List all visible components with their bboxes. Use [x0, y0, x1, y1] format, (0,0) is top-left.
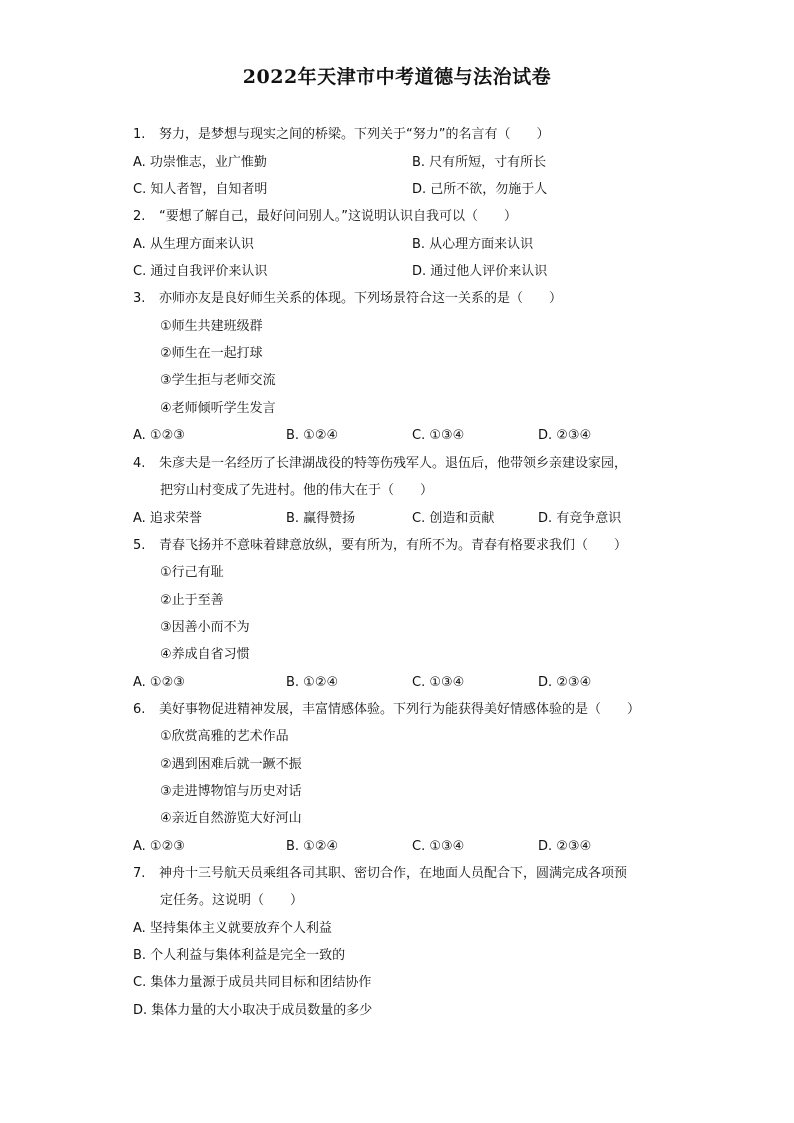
option: B. 赢得赞扬 [286, 511, 356, 526]
option: A. 坚持集体主义就要放弃个人利益 [133, 921, 332, 936]
list-item: ①欣赏高雅的艺术作品 [160, 729, 289, 744]
option: D. 通过他人评价来认识 [412, 264, 548, 279]
option: C. ①③④ [412, 839, 465, 854]
list-item: ④亲近自然游览大好河山 [160, 811, 302, 826]
list-item: ③学生拒与老师交流 [160, 373, 276, 388]
option: C. 知人者智，自知者明 [133, 182, 268, 197]
option: A. ①②③ [133, 428, 185, 443]
list-item: ①师生共建班级群 [160, 319, 263, 334]
list-item: ②遇到困难后就一蹶不振 [160, 757, 302, 772]
option: A. 功崇惟志，业广惟勤 [133, 155, 267, 170]
option: B. 个人利益与集体利益是完全一致的 [133, 948, 346, 963]
question-1: 1. 努力，是梦想与现实之间的桥梁。下列关于“努力”的名言有（ ） [133, 127, 550, 142]
option: A. ①②③ [133, 839, 185, 854]
option: B. ①②④ [286, 675, 339, 690]
option: D. 有竞争意识 [538, 511, 622, 526]
option: D. 己所不欲，勿施于人 [412, 182, 548, 197]
question-4-continued: 把穷山村变成了先进村。他的伟大在于（ ） [160, 483, 434, 498]
list-item: ④老师倾听学生发言 [160, 401, 276, 416]
option: B. 尺有所短，寸有所长 [412, 155, 547, 170]
option: C. ①③④ [412, 675, 465, 690]
list-item: ③因善小而不为 [160, 620, 250, 635]
option: C. 集体力量源于成员共同目标和团结协作 [133, 975, 372, 990]
question-7: 7. 神舟十三号航天员乘组各司其职、密切合作，在地面人员配合下，圆满完成各项预 [133, 866, 628, 881]
option: D. ②③④ [538, 839, 592, 854]
list-item: ③走进博物馆与历史对话 [160, 784, 302, 799]
option: D. ②③④ [538, 428, 592, 443]
option: C. 通过自我评价来认识 [133, 264, 268, 279]
question-2: 2. “要想了解自己，最好问问别人。”这说明认识自我可以（ ） [133, 209, 517, 224]
option: A. 从生理方面来认识 [133, 237, 254, 252]
question-3: 3. 亦师亦友是良好师生关系的体现。下列场景符合这一关系的是（ ） [133, 291, 563, 306]
option: A. ①②③ [133, 675, 185, 690]
list-item: ②止于至善 [160, 593, 224, 608]
option: C. 创造和贡献 [412, 511, 495, 526]
page-title: 2022年天津市中考道德与法治试卷 [242, 66, 552, 88]
list-item: ④养成自省习惯 [160, 647, 250, 662]
question-5: 5. 青春飞扬并不意味着肆意放纵，要有所为，有所不为。青春有格要求我们（ ） [133, 538, 628, 553]
option: D. 集体力量的大小取决于成员数量的多少 [133, 1003, 373, 1018]
question-4: 4. 朱彦夫是一名经历了长津湖战役的特等伤残军人。退伍后，他带领乡亲建设家园， [133, 456, 628, 471]
list-item: ②师生在一起打球 [160, 346, 263, 361]
question-6: 6. 美好事物促进精神发展，丰富情感体验。下列行为能获得美好情感体验的是（ ） [133, 702, 641, 717]
question-7-continued: 定任务。这说明（ ） [160, 893, 304, 908]
option: C. ①③④ [412, 428, 465, 443]
list-item: ①行己有耻 [160, 565, 224, 580]
option: B. ①②④ [286, 839, 339, 854]
option: B. 从心理方面来认识 [412, 237, 534, 252]
option: B. ①②④ [286, 428, 339, 443]
option: D. ②③④ [538, 675, 592, 690]
option: A. 追求荣誉 [133, 511, 202, 526]
